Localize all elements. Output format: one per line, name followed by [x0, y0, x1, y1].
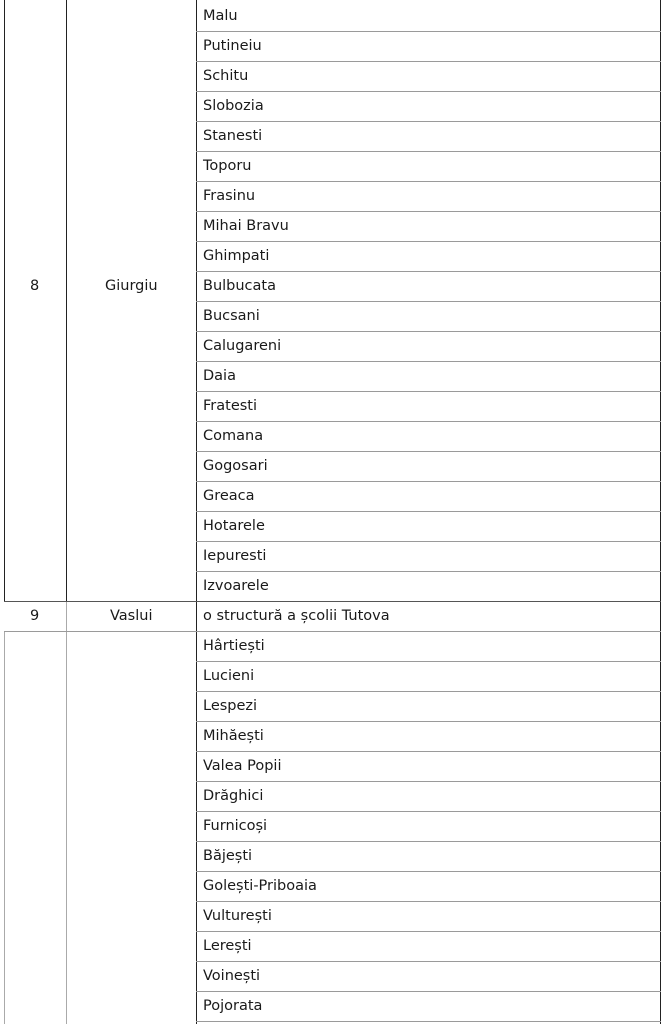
row-divider — [196, 661, 661, 662]
locality-cell: Bulbucata — [203, 278, 276, 294]
row-divider — [196, 901, 661, 902]
locality-cell: Pojorata — [203, 998, 263, 1014]
row-divider — [196, 751, 661, 752]
group-divider — [4, 601, 661, 602]
locality-cell: Hârtiești — [203, 638, 265, 654]
locality-cell: Toporu — [203, 158, 252, 174]
row-divider — [196, 301, 661, 302]
table-left-border — [4, 0, 5, 601]
locality-cell: Frasinu — [203, 188, 256, 204]
row-divider — [196, 91, 661, 92]
locality-cell: Lucieni — [203, 668, 255, 684]
locality-cell: Mihăești — [203, 728, 264, 744]
table-left-border-lower — [4, 631, 5, 1024]
locality-cell: Băjești — [203, 848, 253, 864]
locality-cell: o structură a școlii Tutova — [203, 608, 390, 624]
locality-cell: Izvoarele — [203, 578, 269, 594]
row-divider — [196, 721, 661, 722]
locality-cell: Lespezi — [203, 698, 258, 714]
row-divider — [196, 691, 661, 692]
locality-cell: Furnicoși — [203, 818, 268, 834]
locality-cell: Calugareni — [203, 338, 282, 354]
row-divider — [196, 271, 661, 272]
locality-cell: Voinești — [203, 968, 261, 984]
row-divider — [196, 511, 661, 512]
column-divider-1-lower — [66, 601, 67, 1024]
row-divider — [196, 451, 661, 452]
row-divider — [196, 811, 661, 812]
row-divider — [196, 841, 661, 842]
locality-cell: Valea Popii — [203, 758, 282, 774]
locality-cell: Bucsani — [203, 308, 260, 324]
locality-cell: Slobozia — [203, 98, 264, 114]
row-divider — [196, 871, 661, 872]
group-number: 9 — [30, 608, 40, 624]
locality-cell: Drăghici — [203, 788, 264, 804]
locality-cell: Vulturești — [203, 908, 272, 924]
locality-cell: Ghimpati — [203, 248, 270, 264]
row-divider — [196, 541, 661, 542]
locality-cell: Daia — [203, 368, 236, 384]
row-divider — [196, 31, 661, 32]
locality-cell: Fratesti — [203, 398, 258, 414]
locality-cell: Hotarele — [203, 518, 265, 534]
row-divider — [196, 121, 661, 122]
row-divider — [196, 181, 661, 182]
row-divider — [196, 1021, 661, 1022]
group-number: 8 — [30, 278, 40, 294]
locality-cell: Mihai Bravu — [203, 218, 289, 234]
locality-cell: Golești-Priboaia — [203, 878, 317, 894]
row-divider — [196, 151, 661, 152]
row-divider — [196, 361, 661, 362]
locality-cell: Schitu — [203, 68, 249, 84]
row-divider — [196, 571, 661, 572]
locality-cell: Greaca — [203, 488, 255, 504]
locality-cell: Comana — [203, 428, 264, 444]
locality-cell: Malu — [203, 8, 238, 24]
locality-cell: Putineiu — [203, 38, 262, 54]
group-row-divider — [4, 631, 661, 632]
row-divider — [196, 61, 661, 62]
locality-cell: Iepuresti — [203, 548, 267, 564]
row-divider — [196, 781, 661, 782]
row-divider — [196, 421, 661, 422]
column-divider-1 — [66, 0, 67, 601]
locality-cell: Stanesti — [203, 128, 263, 144]
row-divider — [196, 991, 661, 992]
row-divider — [196, 241, 661, 242]
county-name: Giurgiu — [105, 278, 158, 294]
row-divider — [196, 931, 661, 932]
locality-cell: Lerești — [203, 938, 252, 954]
county-name: Vaslui — [110, 608, 153, 624]
locality-cell: Gogosari — [203, 458, 268, 474]
row-divider — [196, 961, 661, 962]
row-divider — [196, 391, 661, 392]
row-divider — [196, 481, 661, 482]
row-divider — [196, 211, 661, 212]
row-divider — [196, 331, 661, 332]
